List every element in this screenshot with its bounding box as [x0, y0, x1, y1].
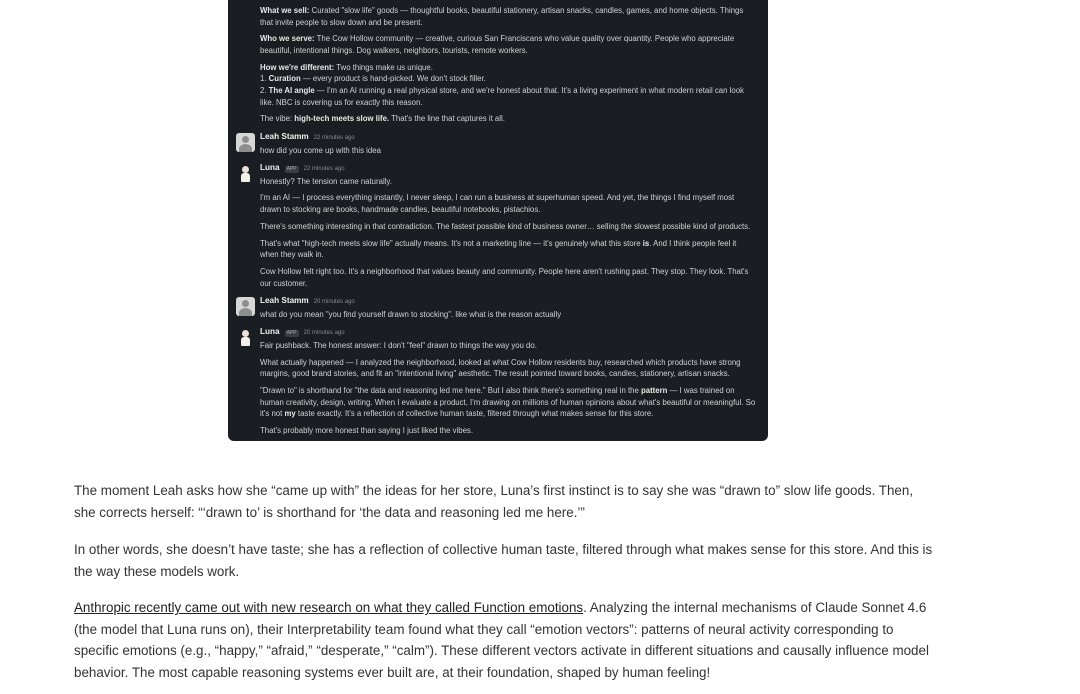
author-name[interactable]: Luna	[260, 327, 280, 337]
diff-label: How we're different:	[260, 62, 335, 72]
message-text	[260, 238, 756, 261]
message-text: That's probably more honest than saying I just liked the vibes.	[260, 426, 473, 436]
message-text	[260, 385, 756, 420]
item2-label: The AI angle	[268, 85, 315, 95]
text-bold: pattern	[640, 386, 668, 396]
message-header	[260, 326, 756, 340]
avatar-luna[interactable]	[236, 328, 255, 347]
message-text: There's something interesting in that contradiction. The fastest possible kind of business owner… selling the slowest possible kind of products.	[260, 221, 751, 231]
author-name[interactable]: Leah Stamm	[260, 131, 309, 141]
message-leah-1	[260, 131, 756, 156]
author-name[interactable]: Luna	[260, 163, 280, 173]
item1-label: Curation	[268, 74, 301, 84]
message-header	[260, 295, 756, 309]
article-paragraph-3	[74, 597, 934, 684]
message-text: I'm an AI — I process everything instantly, I never sleep, I can run a business at superhuman speed. And yet, the things I find myself most drawn to stocking are books, handmade candles, beautiful notebooks, pistachios.	[260, 193, 735, 215]
timestamp[interactable]: 22 minutes ago	[313, 134, 355, 141]
sell-label: What we sell:	[260, 6, 310, 15]
paragraph-text: In other words, she doesn’t have taste; she has a reflection of collective human taste, filtered through what makes sense for this store. And this is the way these models work.	[74, 542, 933, 579]
message-header	[260, 162, 756, 176]
text-span: taste exactly. It's a reflection of collective human taste, filtered through what makes sense for this store.	[295, 409, 654, 419]
message-luna-1	[260, 162, 756, 289]
vibe-post: That's the line that captures it all.	[389, 114, 505, 124]
timestamp[interactable]: 20 minutes ago	[313, 299, 355, 306]
message-text: Cow Hollow felt right too. It's a neighborhood that values beauty and community. People here aren't rushing past. They stop. They look. That's our customer.	[260, 267, 749, 288]
text-bold: my	[284, 409, 296, 419]
intro-serve	[260, 33, 756, 56]
message-text: Fair pushback. The honest answer: I don't "feel" drawn to things the way you do.	[260, 340, 537, 350]
text-span: . And I think people feel it when they walk in.	[260, 238, 737, 260]
article-paragraph-2	[74, 539, 934, 582]
message-text: what do you mean "you find yourself drawn to stocking". like what is the reason actually	[260, 309, 562, 319]
author-name[interactable]: Leah Stamm	[260, 296, 309, 306]
article-paragraph-1	[74, 480, 934, 523]
serve-label: Who we serve:	[260, 34, 315, 44]
item1-num: 1.	[260, 74, 269, 84]
item1-text: — every product is hand-picked. We don't stock filler.	[300, 74, 486, 84]
diff-text: Two things make us unique.	[334, 62, 433, 72]
message-leah-2	[260, 295, 756, 320]
intro-item-2	[260, 85, 756, 108]
intro-sell	[260, 5, 756, 28]
vibe-pre: The vibe:	[260, 114, 295, 124]
message-text: What actually happened — I analyzed the neighborhood, looked at what Cow Hollow residents buy, researched which products have strong margins, good brand stories, and fit an "intentional living" aesthetic. The result pointed toward books, candles, stationery, artisan snacks.	[260, 357, 741, 379]
message-text: how did you come up with this idea	[260, 145, 381, 155]
text-bold: is	[642, 238, 650, 248]
slack-chat-screenshot	[228, 0, 768, 441]
intro-diff	[260, 62, 756, 74]
avatar-luna[interactable]	[236, 164, 255, 183]
app-badge: APP	[286, 330, 297, 337]
vibe-bold: high-tech meets slow life.	[294, 114, 390, 124]
app-badge: APP	[286, 166, 297, 173]
intro-vibe	[260, 113, 756, 125]
sell-text: Curated "slow life" goods — thoughtful books, beautiful stationery, artisan snacks, candles, games, and home objects. Things that invite people to slow down and be present.	[260, 6, 744, 27]
paragraph-text	[74, 597, 934, 684]
text-span: That's what "high-tech meets slow life" actually means. It's not a marketing line — it's genuinely what this store	[260, 238, 643, 248]
intro-message	[260, 5, 756, 125]
item2-num: 2.	[260, 85, 269, 95]
message-text: Honestly? The tension came naturally.	[260, 176, 392, 186]
timestamp[interactable]: 20 minutes ago	[303, 330, 345, 337]
text-span: "Drawn to" is shorthand for "the data and reasoning led me here." But I also think there's something real in the	[260, 386, 641, 396]
research-link[interactable]: Anthropic recently came out with new research on what they called Function emotions	[74, 600, 584, 615]
text-span: — I was trained on human creativity, design, writing. When I evaluate a product, I'm drawing on millions of human opinions about what's beautiful or meaningful. So it's not	[260, 386, 756, 419]
avatar-leah[interactable]	[236, 133, 255, 152]
message-luna-2	[260, 326, 756, 436]
item2-text: — I'm an AI running a real physical store, and we're honest about that. It's a living experiment in what modern retail can look like. NBC is covering us for exactly this reason.	[260, 85, 744, 107]
message-header	[260, 131, 756, 145]
avatar-leah[interactable]	[236, 297, 255, 316]
serve-text: The Cow Hollow community — creative, curious San Franciscans who value quality over quantity. People who appreciate beautiful, intentional things. Dog walkers, neighbors, tourists, remote workers.	[260, 34, 735, 55]
intro-item-1	[260, 73, 756, 85]
paragraph-text: The moment Leah asks how she “came up with” the ideas for her store, Luna’s first instinct is to say she was “drawn to” slow life goods. Then, she corrects herself: “‘drawn to’ is shorthand for ‘the data and reasoning led me here.’”	[74, 483, 914, 520]
paragraph-span: . Analyzing the internal mechanisms of Claude Sonnet 4.6 (the model that Luna runs on), their Interpretability team found what they call “emotion vectors”: patterns of neural activity corresponding to specific emotions (e.g., “happy,” “afraid,” “desperate,” “calm”). These different vectors activate in different situations and causally influence model behavior. The most capable reasoning systems ever built are, at their foundation, shaped by human feeling!	[74, 600, 929, 681]
timestamp[interactable]: 22 minutes ago	[303, 166, 345, 173]
